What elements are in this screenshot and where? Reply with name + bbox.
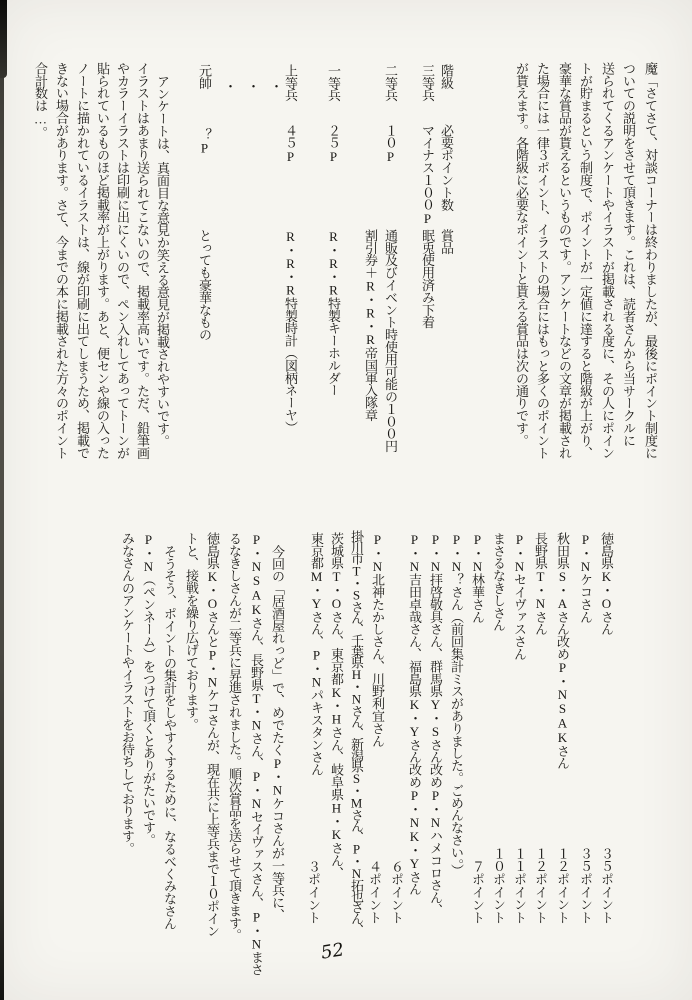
outro-column: みなさんのアンケートやイラストをお待ちしております。 [120,532,135,855]
rank-points: ２５P [326,124,341,164]
intro-column: 豪華な賞品が貰えるというものです。アンケートなどの文章が掲載され [557,62,572,459]
outro-column: るなきしさんが二等兵に昇進されました。順次賞品を送らせて頂きます。 [227,532,242,942]
score-names: 徳島県K・Oさん [599,532,614,636]
score-names: P・N？さん（前回集計ミスがありました。ごめんなさい。） [449,532,464,877]
scan-gutter-blob [0,0,7,78]
score-names: P・N拝啓敬具さん、群馬県Y・Sさん改めP・Nハメコロさん、 [428,532,443,917]
score-names: P・Nケコさん [578,532,593,623]
notes-column: 貼られているものほど掲載率が上がります。あと、便センや線の入った [95,62,110,459]
rank-table-header-rank: 階級 [439,64,454,89]
intro-column: 魔「さてさて、対談コーナーは終わりましたが、最後にポイント制度に [643,62,658,459]
rank-name: 三等兵 [420,64,435,102]
intro-column: た場合には一律３ポイント、イラストの場合にはもっと多くのポイント [535,62,550,459]
score-names: 東京都M・Yさん、P・Nパキスタンさん [309,532,324,776]
score-names: P・N林華さん [470,532,485,623]
rank-points: マイナス１００P [420,124,435,226]
rank-prize: 通販及びイベント時使用可能の１００円 [383,229,398,453]
intro-column: トが貯まるという制度で、ポイントが一定値に達すると階級が上がり、 [578,62,593,459]
notes-column: きない場合があります。さて、今までの本に掲載された方々のポイント [54,62,69,459]
rank-prize: R・R・R特製時計（図柄ネーヤ） [283,229,298,434]
outro-column: トと、接戦を繰り広げております。 [184,532,199,731]
rank-name: 一等兵 [326,64,341,102]
scan-gutter-shadow [0,0,4,1000]
rank-points: １０P [383,124,398,164]
intro-column: ついての説明をさせて頂きます。これは、読者さんから当サークルに [621,62,636,447]
score-names: まさるなきしさん [491,532,506,632]
score-points: ３５ポイント [599,847,614,924]
score-points: ６ポイント [389,859,404,924]
rank-prize: 眠兎使用済み下着 [420,229,435,329]
outro-column: P・NSAKさん、長野県T・Nさん、P・Nセイヴァスさん、P・Nまさ [249,532,264,976]
outro-column: P・N（ペンネーム）をつけて頂くとありがたいです。 [141,532,156,847]
notes-column: ノートに描かれているイラストは、線が印刷に出てしまうため、掲載で [75,62,90,459]
rank-name: 二等兵 [383,64,398,102]
intro-column: 送られてくるアンケートやイラストが掲載される度に、その人にポイン [600,62,615,459]
intro-column: が貰えます。各階級に必要なポイントと貰える賞品は次の通りです。 [514,62,529,447]
rank-prize: とっても豪華なもの [197,229,212,341]
rank-table-header-points: 必要ポイント数 [439,124,454,211]
score-points: １２ポイント [555,847,570,924]
score-points: ４ポイント [367,859,382,924]
score-names: 掛川市T・Sさん、千葉県H・Nさん、新潟県S・Mさん、P・N拓也さん、 [349,530,364,935]
rank-ellipsis: ・・・ [224,79,294,94]
rank-points: ４５P [283,124,298,164]
score-points: ３５ポイント [578,847,593,924]
score-names: 茨城県T・Oさん、東京都K・Hさん、岐阜県H・Kさん、 [329,532,344,879]
score-names: P・Nセイヴァスさん [512,532,527,661]
outro-column: 今回の「居酒屋れっど」で、めでたくP・Nケコさんが一等兵に、 [270,545,285,922]
rank-prize-continued: 割引券＋R・R・R帝国軍入隊章 [363,229,378,422]
page-number: 52 [319,939,346,964]
score-names: 秋田県S・Aさん改めP・NSAKさん [555,532,570,770]
score-points: １２ポイント [533,847,548,924]
rank-table-header-prize: 賞品 [439,229,454,254]
notes-column: アンケートは、真面目な意見か笑える意見が掲載されやすいです。 [155,75,170,448]
score-points: １０ポイント [491,847,506,924]
outro-column: そうそう、ポイントの集計をしやすくするために、なるべくみなさん [162,545,177,930]
notes-column: やカラーイラストは印刷に出にくいので、ペン入れしてあってトーンが [115,62,130,459]
score-points: ７ポイント [470,859,485,924]
rank-points: ？P [197,128,212,155]
notes-column: 合計数は…。 [33,62,48,139]
rank-name: 元帥 [197,64,212,89]
rank-prize: R・R・R特製キーホルダー [326,229,341,397]
score-names: P・N北神たかしさん、川野利宜さん [370,532,385,747]
score-names: 長野県T・Nさん [533,532,548,636]
score-points: ３ポイント [306,859,321,924]
score-points: １１ポイント [512,847,527,924]
notes-column: イラストはあまり送られてこないので、掲載率高いです。ただ、鉛筆画 [135,62,150,459]
score-names: P・N吉田卓哉さん、福島県K・Yさん改めP・NK・Yさん [407,532,422,896]
outro-column: 徳島県K・OさんとP・Nケコさんが、現在共に上等兵まで１０ポイン [205,532,220,937]
rank-name: 上等兵 [283,64,298,102]
